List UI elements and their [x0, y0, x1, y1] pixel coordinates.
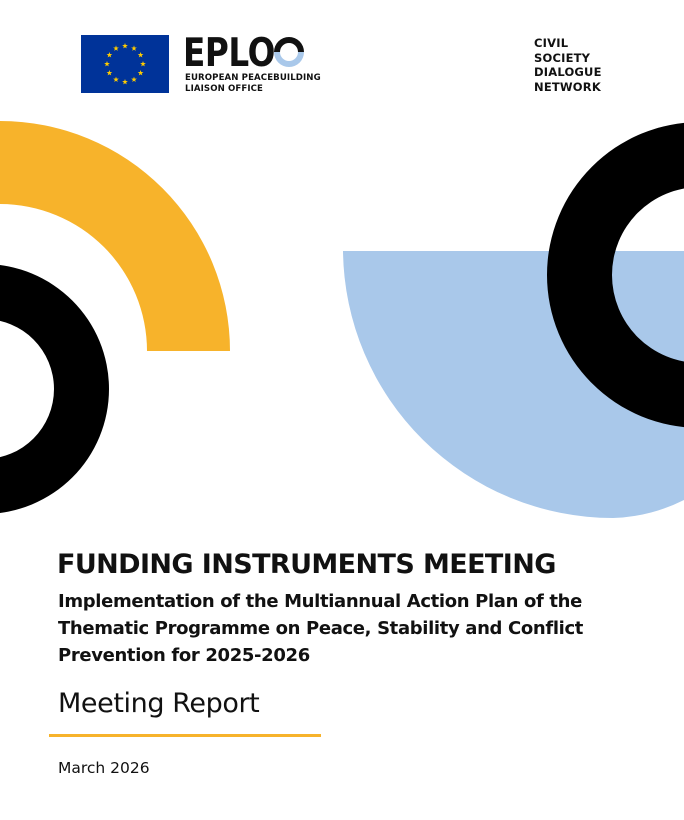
- csdn-line-1: CIVIL: [534, 36, 569, 50]
- csdn-line-3: DIALOGUE: [534, 65, 602, 79]
- report-type-label: Meeting Report: [58, 688, 260, 719]
- report-subtitle: Implementation of the Multiannual Action Plan of the Thematic Programme on Peace, Stability and Conflict Prevention for 2025-2026: [58, 591, 584, 666]
- csdn-line-2: SOCIETY: [534, 50, 591, 65]
- eplo-name-line-1: EUROPEAN PEACEBUILDING: [185, 73, 321, 83]
- title-divider: [49, 734, 321, 737]
- report-date: March 2026: [58, 759, 150, 777]
- csdn-line-4: NETWORK: [534, 79, 601, 94]
- eplo-wordmark: EPLO: [183, 33, 275, 71]
- report-title: FUNDING INSTRUMENTS MEETING: [57, 549, 556, 580]
- black-ring-left: [0, 264, 109, 514]
- eplo-name-line-2: LIAISON OFFICE: [185, 84, 264, 94]
